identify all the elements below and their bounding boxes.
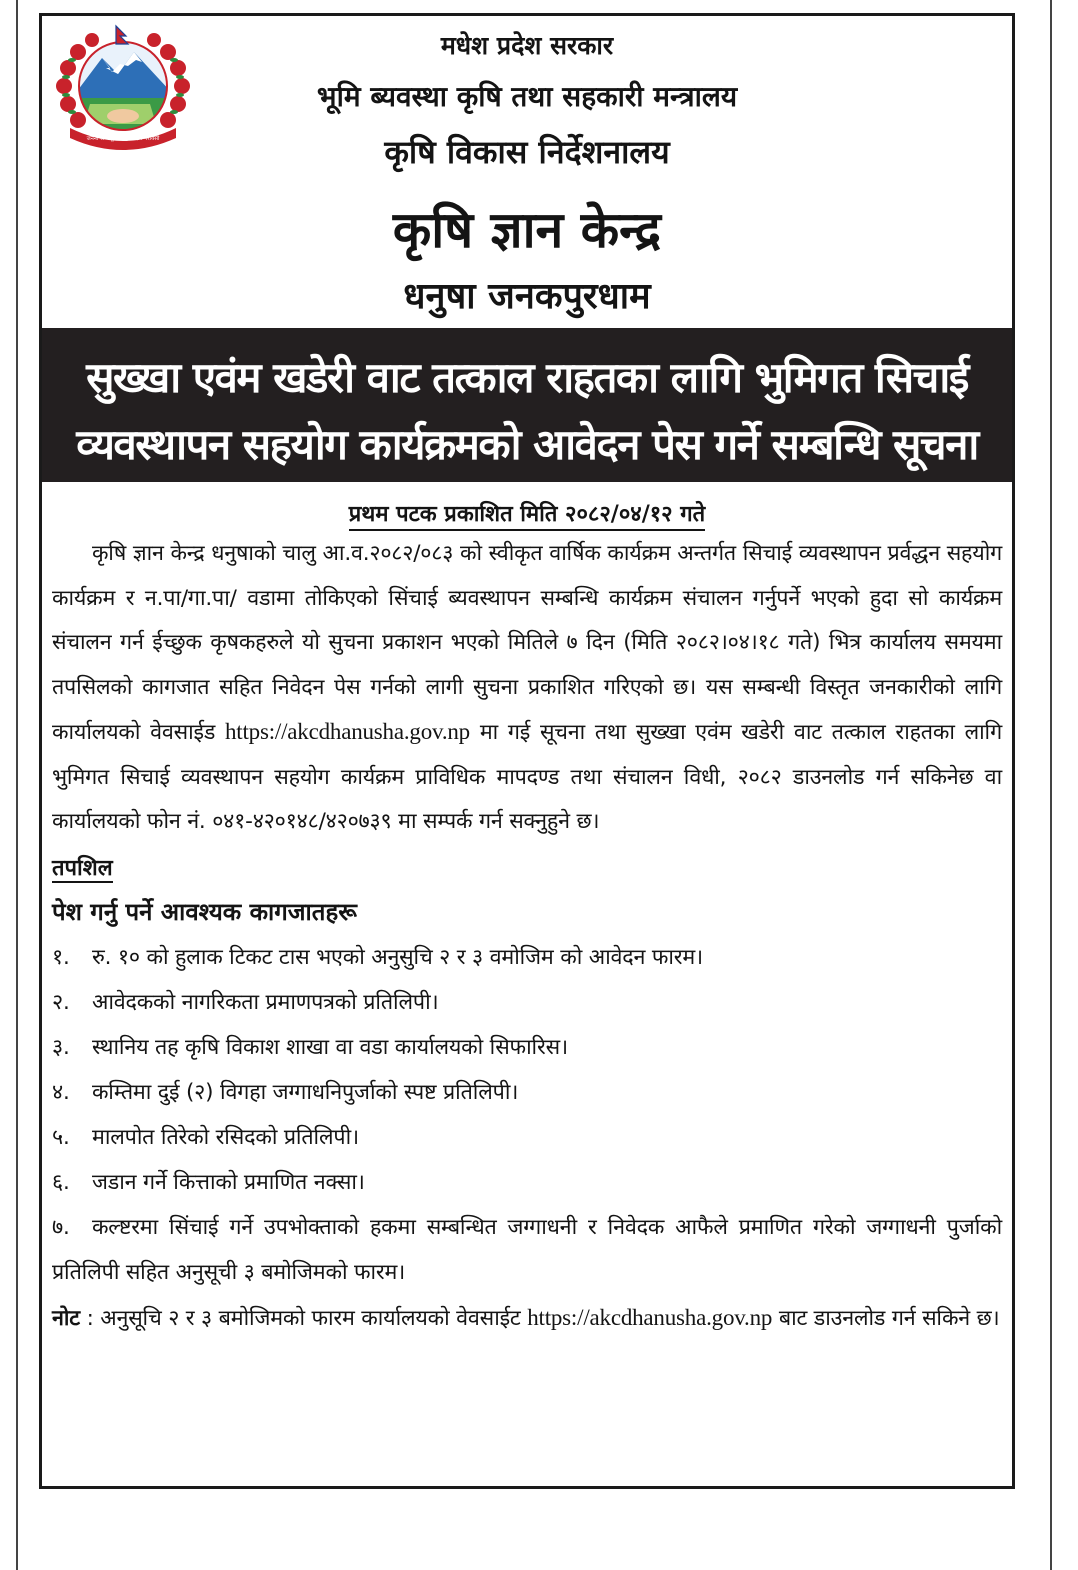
list-item: [52, 1070, 1002, 1115]
list-item-text: रु. १० को हुलाक टिकट टास भएको अनुसुचि २ र ३ वमोजिम को आवेदन फारम।: [92, 944, 703, 970]
emblem-motto: जननी जन्मभूमिश्च स्वर्गादपि गरीयसी: [86, 136, 160, 142]
list-item-number: ३.: [52, 1034, 70, 1060]
list-item: [52, 1025, 1002, 1070]
list-item: [52, 1205, 1002, 1295]
publication-date: [52, 498, 1002, 528]
ministry-name: भूमि ब्यवस्था कृषि तथा सहकारी मन्त्रालय: [316, 80, 738, 113]
office-location: धनुषा जनकपुरधाम: [403, 276, 651, 317]
note-text-2: बाट डाउनलोड गर्न सकिने छ।: [772, 1305, 1000, 1331]
notice-paragraph: [52, 532, 1002, 845]
office-name: कृषि ज्ञान केन्द्र: [392, 201, 662, 259]
details-label-text: तपशिल: [52, 855, 113, 881]
list-item-text: स्थानिय तह कृषि विकाश शाखा वा वडा कार्यालयको सिफारिस।: [92, 1034, 568, 1060]
list-item-number: १.: [52, 944, 70, 970]
list-item-number: ७.: [52, 1214, 70, 1240]
list-item-text: कल्ष्टरमा सिंचाई गर्ने उपभोक्ताको हकमा सम्बन्धित जग्गाधनी र निवेदक आफैले प्रमाणित गरेको जग्गाधनी पुर्जाको प्रतिलिपी सहित अनुसूची ३ बमोजिमको फारम।: [52, 1214, 1002, 1285]
note-section: [52, 1295, 1002, 1341]
notice-body: [42, 482, 1012, 1341]
required-documents-list: [52, 935, 1002, 1295]
paragraph-text-1: कृषि ज्ञान केन्द्र धनुषाको चालु आ.व.२०८२/०८३ को स्वीकृत वार्षिक कार्यक्रम अन्तर्गत सिचाई व्यवस्थापन प्रर्वद्धन सहयोग कार्यक्रम र न.पा/गा.पा/ वडामा तोकिएको सिंचाई ब्यवस्थापन सम्बन्धि कार्यक्रम संचालन गर्नुपर्ने भएको हुदा सो कार्यक्रम संचालन गर्न ईच्छुक कृषकहरुले यो सुचना प्रकाशन भएको मितिले ७ दिन (मिति २०८२।०४।१८ गते) भित्र कार्यालय समयमा तपसिलको कागजात सहित निवेदन पेस गर्नको लागी सुचना प्रकाशित गरिएको छ। यस सम्बन्धी विस्तृत जनकारीको लागि कार्यालयको वेवसाईड: [52, 541, 1002, 745]
note-text-1: : अनुसूचि २ र ३ बमोजिमको फारम कार्यालयको वेवसाईट: [79, 1305, 528, 1331]
banner-title-line-1: सुख्खा एवंम खडेरी वाट तत्काल राहतका लागि भुमिगत सिचाई: [86, 353, 968, 402]
details-label: [52, 849, 1002, 889]
list-item-text: आवेदकको नागरिकता प्रमाणपत्रको प्रतिलिपी।: [92, 989, 439, 1015]
list-item-number: २.: [52, 989, 70, 1015]
notice-header: [42, 16, 1012, 328]
list-item-number: ६.: [52, 1169, 70, 1195]
list-item: [52, 1115, 1002, 1160]
note-label: नोट: [52, 1305, 80, 1331]
list-item-number: ५.: [52, 1124, 70, 1150]
page-edge-right: [1050, 0, 1052, 1570]
page-edge-left: [16, 0, 18, 1570]
publication-date-text: प्रथम पटक प्रकाशित मिति २०८२/०४/१२ गते: [349, 502, 705, 531]
list-item-number: ४.: [52, 1079, 70, 1105]
notice-title-banner: [42, 328, 1012, 482]
list-item: [52, 980, 1002, 1025]
list-item-text: जडान गर्ने कित्ताको प्रमाणित नक्सा।: [92, 1169, 365, 1195]
list-item-text: मालपोत तिरेको रसिदको प्रतिलिपी।: [92, 1124, 359, 1150]
notice-frame: [39, 13, 1015, 1489]
directorate-name: कृषि विकास निर्देशनालय: [384, 133, 670, 171]
banner-title-line-2: व्यवस्थापन सहयोग कार्यक्रमको आवेदन पेस गर्ने सम्बन्धि सूचना: [76, 420, 978, 469]
list-item: [52, 1160, 1002, 1205]
note-website-link[interactable]: https://akcdhanusha.gov.np: [527, 1304, 773, 1330]
list-item: [52, 935, 1002, 980]
government-name: मधेश प्रदेश सरकार: [440, 31, 614, 60]
list-item-text: कम्तिमा दुई (२) विगहा जग्गाधनिपुर्जाको स्पष्ट प्रतिलिपी।: [92, 1079, 519, 1105]
website-link[interactable]: https://akcdhanusha.gov.np: [224, 719, 470, 744]
required-documents-heading: पेश गर्नु पर्ने आवश्यक कागजातहरू: [52, 897, 357, 926]
paragraph-text-2: मा गई सूचना तथा सुख्खा एवंम खडेरी वाट तत्काल राहतका लागि भुमिगत सिचाई व्यवस्थापन सहयोग कार्यक्रम प्राविधिक मापदण्ड तथा संचालन विधी, २०८२ डाउनलोड गर्न सकिनेछ वा कार्यालयको फोन नं. ०४१-४२०१४८/४२०७३९ मा सम्पर्क गर्न सक्नुहुने छ।: [52, 720, 1002, 834]
